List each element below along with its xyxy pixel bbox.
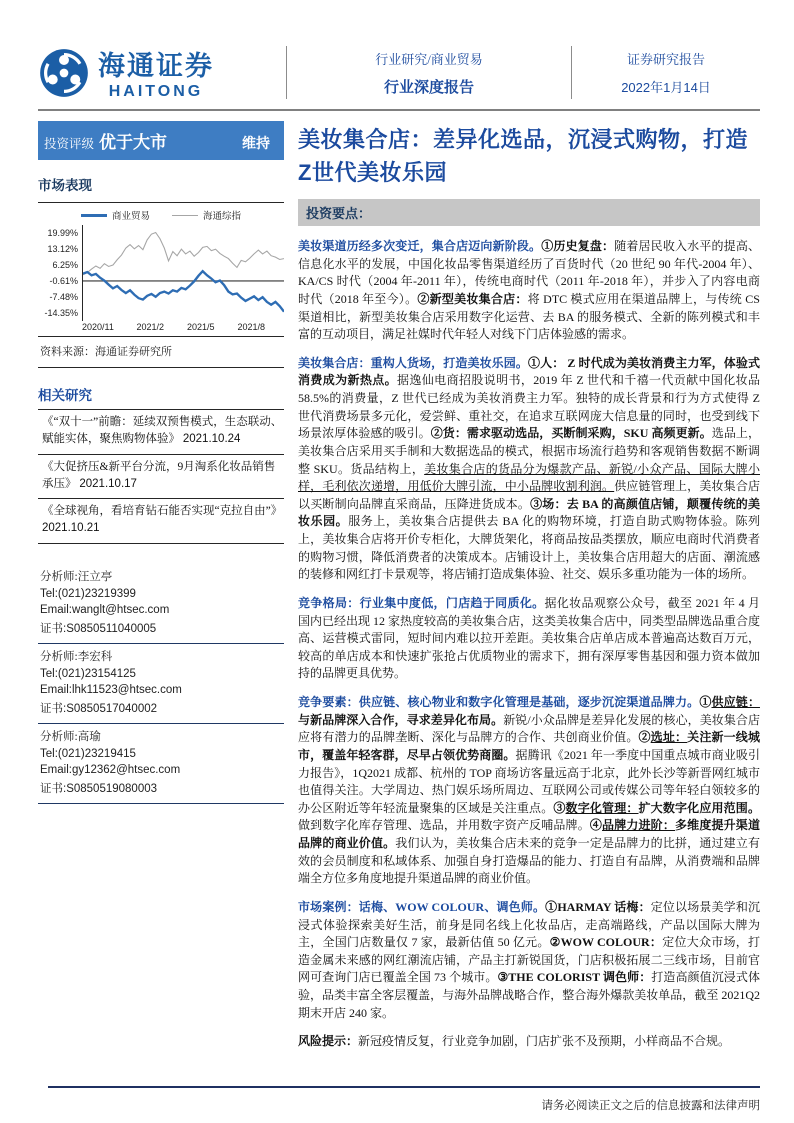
x-tick: 2021/8: [237, 322, 266, 332]
analyst-cert: 证书:S0850519080003: [40, 782, 158, 795]
analyst-email: Email:gy12362@htsec.com: [40, 763, 181, 776]
logo-name-en: HAITONG: [108, 83, 204, 100]
report-label: 证券研究报告: [626, 52, 705, 67]
paragraph-channel-evolution: 美妆渠道历经多次变迁，集合店迈向新阶段。①历史复盘：随着居民收入水平的提高、信息化水平的发展，中国化妆品零售渠道经历了百货时代（20 世纪 90 年代-2004 年）、KA/CS 时代（2004 年-2011 年），传统电商时代（2011 年-2018 年），并步入了内容电商时代（2018 年至今）。②新型美妆集合店：将 DTC 模式应用在渠道品牌上，与传统 CS 渠道相比，新型美妆集合店采用数字化运营、去 BA 的服务模式、全新的陈列模式和丰富的互动项目，满足社媒时代年轻人对线下门店体验感的需求。: [298, 239, 760, 342]
paragraph-risk-warning: 风险提示：新冠疫情反复，行业竞争加剧，门店扩张不及预期，小样商品不合规。: [298, 1034, 731, 1049]
legend-line-blue-icon: [81, 214, 107, 217]
logo-name-cn: 海通证券: [98, 51, 214, 81]
y-tick: 19.99%: [47, 227, 78, 238]
analyst-email: Email:wanglt@htsec.com: [40, 603, 170, 616]
paragraph-competitive-factors: 竞争要素：供应链、核心物业和数字化管理是基础，逐步沉淀渠道品牌力。①供应链：与新品牌深入合作，寻求差异化布局。新锐/小众品牌是差异化发展的核心，美妆集合店应将有潜力的品牌垄断、深化与品牌方的合作、共创商业价值。②选址：关注新一线城市，覆盖年轻客群，尽早占领优势商圈。据腾讯《2021 年一季度中国重点城市商业吸引力报告》，1Q2021 成都、杭州的 TOP 商场访客量远高于北京，此外长沙等新晋网红城市也值得关注。大学周边、热门娱乐场所周边、互联网公司或传媒公司等年轻白领较多的办公区附近等年轻流量聚集的区域是关注重点。③数字化管理：扩大数字化应用范围。做到数字化库存管理、选品，并用数字资产反哺品牌。④品牌力进阶：多维度提升渠道品牌的商业价值。我们认为，美妆集合店未来的竞争一定是品牌力的比拼，通过建立有效的会员制度和私域体系、加强自身打造爆品的能力、打造自有品牌，从消费端和品牌端全方位多角度地提升渠道品牌的商业价值。: [298, 695, 760, 886]
y-tick: 6.25%: [52, 259, 78, 270]
haitong-logo: [38, 44, 286, 101]
research-item-date: 2021.10.17: [79, 477, 137, 490]
legend-label: 商业贸易: [111, 212, 150, 222]
related-research: [38, 384, 284, 544]
industry-category: 行业研究/商业贸易: [375, 51, 483, 67]
report-type: 行业深度报告: [383, 79, 474, 96]
analyst-card: [38, 564, 284, 644]
research-item: [38, 455, 284, 500]
chart-x-axis: [82, 321, 284, 334]
y-tick: 13.12%: [47, 243, 78, 254]
analyst-email: Email:lhk11523@htsec.com: [40, 683, 182, 696]
main-content: [298, 121, 760, 1062]
footer-divider: [48, 1086, 760, 1088]
report-date: 2022年1月14日: [621, 80, 711, 95]
related-research-title: 相关研究: [38, 384, 284, 410]
page-footer: [48, 1086, 760, 1113]
market-performance-title: 市场表现: [38, 178, 92, 193]
rating-label: 投资评级: [44, 137, 95, 151]
research-item-title: 《全球视角，看培育钻石能否实现“克拉自由”》: [42, 505, 283, 517]
page-title: 美妆集合店：差异化选品，沉浸式购物，打造Z世代美妆乐园: [298, 127, 749, 185]
legend-line-gray-icon: [172, 215, 198, 216]
analyst-name: 分析师:李宏科: [40, 650, 113, 663]
market-performance-chart: [38, 202, 284, 337]
analyst-tel: Tel:(021)23219399: [40, 587, 136, 600]
research-item-title: 《大促挤压&新平台分流，9月淘系化妆品销售承压》: [42, 460, 276, 490]
analyst-tel: Tel:(021)23219415: [40, 747, 136, 760]
chart-plot-area: [82, 225, 284, 321]
legend-item-trade: [81, 208, 150, 222]
logo-text: [98, 44, 214, 101]
sidebar: [38, 121, 284, 1062]
analyst-cert: 证书:S0850517040002: [40, 702, 158, 715]
x-tick: 2020/11: [82, 322, 114, 332]
legend-item-index: [172, 208, 241, 222]
paragraph-market-cases: 市场案例：话梅、WOW COLOUR、调色师。①HARMAY 话梅：定位以场景美学和沉浸式体验探索美好生活，前身是同名线上化妆品店，走高端路线，产品以国际大牌为主，全国门店数量仅 7 家，最新估值 50 亿元。②WOW COLOUR：定位大众市场，打造金属未来感的网红潮流店铺，产品主打新锐国货，门店积极拓展二三线市场，目前官网可查询门店已覆盖全国 73 个城市。③THE COLORIST 调色师：打造高颜值沉浸式体验，品类丰富全客层覆盖，与海外品牌战略合作，整合海外爆款美妆单品，截至 2021Q2 期末开店 240 家。: [298, 899, 760, 1020]
research-item-date: 2021.10.21: [42, 522, 100, 535]
analyst-cert: 证书:S0850511040005: [40, 622, 157, 635]
analyst-name: 分析师:高瑜: [40, 730, 101, 743]
x-tick: 2021/5: [187, 322, 215, 332]
header-center: [287, 44, 571, 101]
y-tick: -0.61%: [49, 275, 78, 286]
rating-value: 优于大市: [99, 133, 168, 152]
chart-y-axis: [38, 225, 82, 321]
section-header-investment-points: 投资要点：: [298, 199, 760, 226]
report-header: [38, 44, 760, 111]
header-right: [572, 44, 760, 101]
research-item-date: 2021.10.24: [182, 433, 241, 446]
analyst-name: 分析师:汪立亭: [40, 570, 113, 583]
haitong-logo-icon: [38, 47, 90, 99]
research-item: [38, 499, 284, 544]
y-tick: -7.48%: [49, 291, 78, 302]
footer-disclaimer: 请务必阅读正文之后的信息披露和法律声明: [541, 1100, 760, 1112]
analyst-list: [38, 564, 284, 804]
rating-status: 维持: [242, 135, 270, 151]
research-item: [38, 410, 284, 455]
analyst-tel: Tel:(021)23154125: [40, 667, 136, 680]
chart-source: 资料来源：海通证券研究所: [38, 337, 284, 368]
paragraph-people-goods-place: 美妆集合店：重构人货场，打造美妆乐园。①人： Z 时代成为美妆消费主力军，体验式消费成为新热点。据逸仙电商招股说明书，2019 年 Z 世代和千禧一代贡献中国化妆品 58.5%的消费量，Z 世代已经成为美妆消费主力军。独特的成长背景和行为方式使得 Z 世代消费场景多元化，爱尝鲜、重社交，在追求互联网庞大信息量的同时，也受到线下场景浓厚体验感的吸引。②货：需求驱动选品，买断制采购，SKU 高频更新。选品上，美妆集合店采用买手制和大数据选品的模式，根据市场流行趋势和客观销售数据不断调整 SKU。货品结构上，美妆集合店的货品分为爆款产品、新锐/小众产品、国际大牌小样，毛利依次递增，用低价大牌引流，中小品牌收割利润。供应链管理上，美妆集合店以买断制向品牌直采商品，压降进货成本。③场：去 BA 的高颜值店铺，颠覆传统的美妆乐园。服务上，美妆集合店提供去 BA 化的购物环境，打造自助式购物体验。陈列上，美妆集合店将开价专柜化，大牌货架化，将商品按品类摆放，顺应电商时代消费者的购物习惯，降低消费者的决策成本。店铺设计上，美妆集合店用超大的店面、潮流感的装修和网红打卡景观等，将店铺打造成集体验、社交、娱乐多重功能为一体的场所。: [298, 355, 760, 582]
x-tick: 2021/2: [136, 322, 165, 332]
research-item-title: 《“双十一”前瞻：延续双预售模式，生态联动、赋能实体，聚焦购物体验》: [42, 416, 283, 446]
y-tick: -14.35%: [44, 307, 78, 318]
investment-rating-box: [38, 121, 284, 160]
legend-label: 海通综指: [203, 212, 242, 222]
analyst-card: [38, 644, 284, 724]
paragraph-competitive-landscape: 竞争格局：行业集中度低，门店趋于同质化。据化妆品观察公众号，截至 2021 年 4 月国内已经出现 12 家热度较高的美妆集合店，这类美妆集合店中，同类型品牌选品重合度高、运营模式雷同，短时间内难以拉开差距。美妆集合店单店成本普遍高达数百万元，较高的单店成本和快速扩张抢占优质物业的需求下，拥有深厚零售基因和强力资本做加持的品牌更具优势。: [298, 595, 761, 681]
analyst-card: [38, 724, 284, 804]
chart-legend: [38, 208, 284, 222]
